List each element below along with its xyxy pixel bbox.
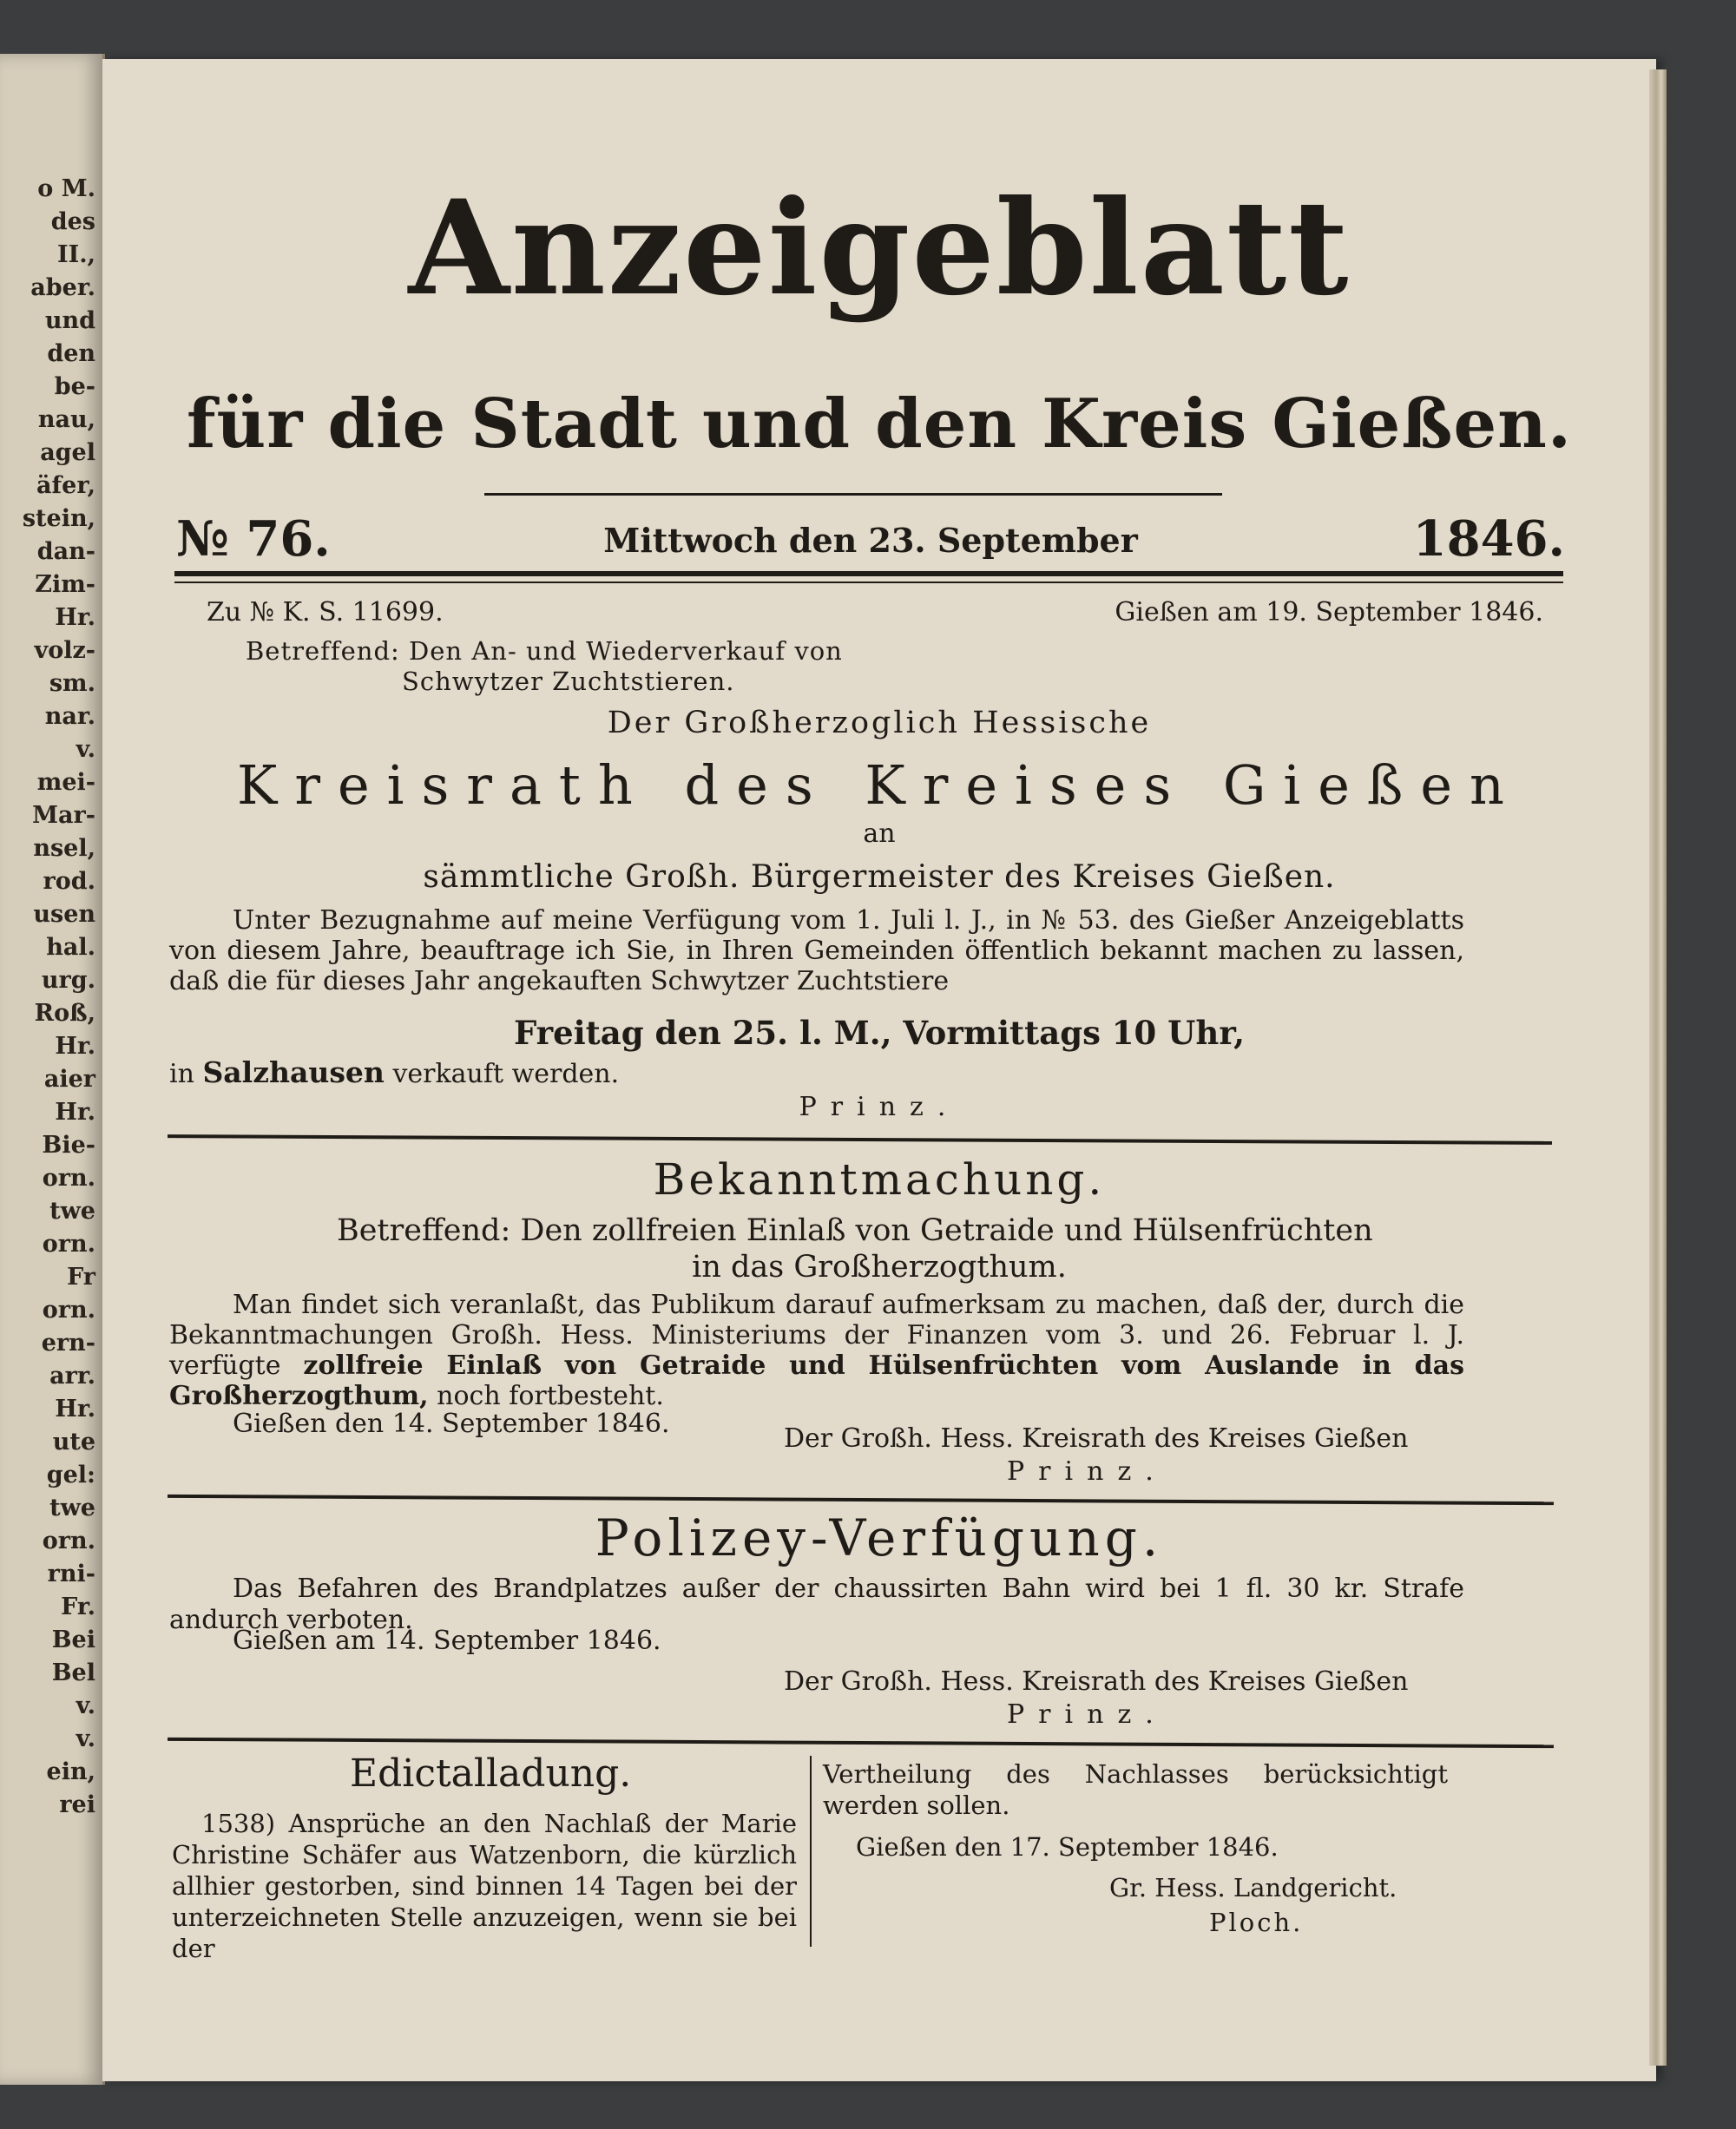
notice1-subject-line1: Betreffend: Den An- und Wiederverkauf von	[246, 636, 843, 666]
masthead-rule-thin	[174, 582, 1563, 583]
facing-page-fragment: mei-	[36, 769, 95, 796]
facing-page-fragment: Hr.	[55, 604, 95, 631]
facing-page-fragment: Mar-	[32, 802, 95, 829]
notice2-body	[169, 1290, 1464, 1411]
divider-1	[168, 1134, 1552, 1145]
facing-page-fragment: II.,	[56, 241, 95, 268]
facing-page-fragment: agel	[40, 439, 95, 466]
facing-page-fragment: Bie-	[42, 1132, 95, 1159]
masthead-rule-thick	[174, 571, 1563, 576]
notice4-date: Gießen den 17. September 1846.	[856, 1832, 1279, 1862]
facing-page-edge	[0, 54, 105, 2085]
notice2-body-text: Man findet sich veranlaßt, das Publikum darauf aufmerksam zu machen, daß der, durch die Bekanntmachungen Großh. Hess. Ministeriums der Finanzen vom 3. und 26. Februar l. J. verfügte	[169, 1290, 1464, 1381]
facing-page-fragment: usen	[33, 901, 95, 928]
notice3-heading: Polizey-Verfügung.	[595, 1508, 1164, 1567]
notice1-ref: Zu № K. S. 11699.	[207, 597, 444, 628]
notice1-to: an	[863, 818, 896, 849]
notice3-date: Gießen am 14. September 1846.	[233, 1626, 661, 1656]
masthead-title: Anzeigeblatt	[408, 172, 1351, 325]
notice2-subject-line2: in das Großherzogthum.	[692, 1250, 1067, 1285]
notice2-subject-line1: Betreffend: Den zollfreien Einlaß von Getraide und Hülsenfrüchten	[337, 1213, 1373, 1248]
facing-page-fragment: hal.	[46, 934, 95, 961]
notice1-signature: Prinz.	[799, 1092, 960, 1122]
notice4-heading: Edictalladung.	[350, 1751, 632, 1796]
column-divider	[810, 1756, 812, 1947]
notice1-place-line	[169, 1055, 619, 1089]
issue-date: Mittwoch den 23. September	[603, 521, 1138, 560]
notice2-authority: Der Großh. Hess. Kreisrath des Kreises Gießen	[784, 1423, 1409, 1454]
facing-page-fragment: be-	[54, 373, 95, 400]
facing-page-fragment: volz-	[34, 637, 95, 664]
notice3-body: Das Befahren des Brandplatzes außer der chaussirten Bahn wird bei 1 fl. 30 kr. Strafe andurch verboten.	[169, 1574, 1464, 1635]
facing-page-fragment: dan-	[36, 538, 95, 565]
issue-info-row	[176, 510, 1565, 571]
facing-page-fragment: äfer,	[36, 472, 95, 499]
notice1-place-suffix: verkauft werden.	[392, 1059, 620, 1089]
facing-page-fragment: Fr.	[61, 1593, 95, 1620]
notice2-body-end: noch fortbesteht.	[437, 1381, 664, 1411]
notice1-place-prefix: in	[169, 1059, 194, 1089]
facing-page-fragment: v.	[76, 1725, 95, 1752]
notice1-place-date: Gießen am 19. September 1846.	[1115, 597, 1543, 628]
facing-page-fragment: Bei	[51, 1626, 95, 1653]
facing-page-fragment: stein,	[22, 505, 95, 532]
facing-page-fragment: Roß,	[34, 1000, 95, 1027]
facing-page-fragment: sm.	[49, 670, 95, 697]
notice4-body-left: 1538) Ansprüche an den Nachlaß der Marie Christine Schäfer aus Watzenborn, die kürzlich allhier gestorben, sind binnen 14 Tagen bei der unterzeichneten Stelle anzuzeigen, wenn sie bei der	[172, 1809, 797, 1963]
notice1-authority-line1: Der Großherzoglich Hessische	[607, 706, 1152, 740]
notice2-date: Gießen den 14. September 1846.	[233, 1409, 670, 1439]
notice1-place: Salzhausen	[202, 1055, 385, 1089]
facing-page-fragment: urg.	[41, 967, 95, 994]
notice1-recipients: sämmtliche Großh. Bürgermeister des Kreises Gießen.	[423, 859, 1336, 895]
facing-page-fragment: o M.	[37, 175, 95, 202]
facing-page-fragment: arr.	[49, 1363, 95, 1390]
facing-page-fragment: den	[47, 340, 95, 367]
facing-page-fragment: twe	[49, 1198, 95, 1225]
facing-page-fragment: twe	[49, 1495, 95, 1521]
facing-page-fragment: gel:	[46, 1462, 95, 1488]
facing-page-fragment: Hr.	[55, 1396, 95, 1423]
notice1-highlight: Freitag den 25. l. M., Vormittags 10 Uhr,	[513, 1014, 1246, 1052]
notice4-body-right: Vertheilung des Nachlasses berücksichtigt werden sollen.	[823, 1759, 1448, 1820]
notice2-body-bold: zollfreie Einlaß von Getraide und Hülsenfrüchten vom Auslande in das Großherzogthum,	[169, 1350, 1464, 1411]
facing-page-fragment: und	[44, 307, 95, 334]
masthead-subtitle: für die Stadt und den Kreis Gießen.	[186, 384, 1573, 463]
facing-page-fragment: Zim-	[35, 571, 95, 598]
facing-page-fragment: ein,	[46, 1758, 95, 1785]
masthead-short-rule	[484, 493, 1222, 496]
facing-page-fragment: des	[50, 208, 95, 235]
facing-page-fragment: orn.	[42, 1165, 95, 1192]
facing-page-fragment: v.	[76, 1692, 95, 1719]
facing-page-fragment: rei	[59, 1791, 95, 1818]
facing-page-fragment: orn.	[42, 1231, 95, 1258]
notice1-authority-line2: Kreisrath des Kreises Gießen	[237, 753, 1522, 817]
facing-page-fragment: aber.	[30, 274, 95, 301]
page-edge	[1649, 69, 1667, 2066]
issue-year: 1846.	[1412, 510, 1565, 568]
notice4-signature: Ploch.	[1209, 1908, 1304, 1937]
notice2-heading: Bekanntmachung.	[653, 1154, 1106, 1205]
divider-3	[168, 1738, 1554, 1748]
facing-page-fragment: Hr.	[55, 1099, 95, 1126]
facing-page-fragment: Fr	[67, 1264, 95, 1291]
facing-page-fragment: nau,	[37, 406, 95, 433]
notice1-body: Unter Bezugnahme auf meine Verfügung vom 1. Juli l. J., in № 53. des Gießer Anzeigeblatts von diesem Jahre, beauftrage ich Sie, in Ihren Gemeinden öffentlich bekannt machen zu lassen, daß die für dieses Jahr angekauften Schwytzer Zuchtstiere	[169, 905, 1464, 996]
facing-page-fragment: orn.	[42, 1297, 95, 1324]
notice3-signature: Prinz.	[1007, 1699, 1167, 1730]
notice3-authority: Der Großh. Hess. Kreisrath des Kreises Gießen	[784, 1666, 1409, 1697]
newspaper-page	[102, 59, 1656, 2081]
facing-page-fragment: rni-	[47, 1561, 95, 1587]
facing-page-fragment: Bel	[51, 1659, 95, 1686]
divider-2	[168, 1495, 1554, 1505]
facing-page-fragment: v.	[76, 736, 95, 763]
facing-page-fragment: nsel,	[33, 835, 95, 862]
notice1-subject-line2: Schwytzer Zuchtstieren.	[402, 667, 735, 696]
facing-page-fragment: nar.	[44, 703, 95, 730]
issue-number: № 76.	[176, 510, 331, 568]
facing-page-fragment: aier	[43, 1066, 95, 1093]
notice2-signature: Prinz.	[1007, 1456, 1167, 1487]
facing-page-fragment: ern-	[41, 1330, 95, 1357]
facing-page-fragment: orn.	[42, 1528, 95, 1554]
facing-page-fragment: ute	[52, 1429, 95, 1455]
notice4-authority: Gr. Hess. Landgericht.	[1109, 1873, 1397, 1902]
facing-page-fragment: rod.	[43, 868, 95, 895]
facing-page-fragment: Hr.	[55, 1033, 95, 1060]
